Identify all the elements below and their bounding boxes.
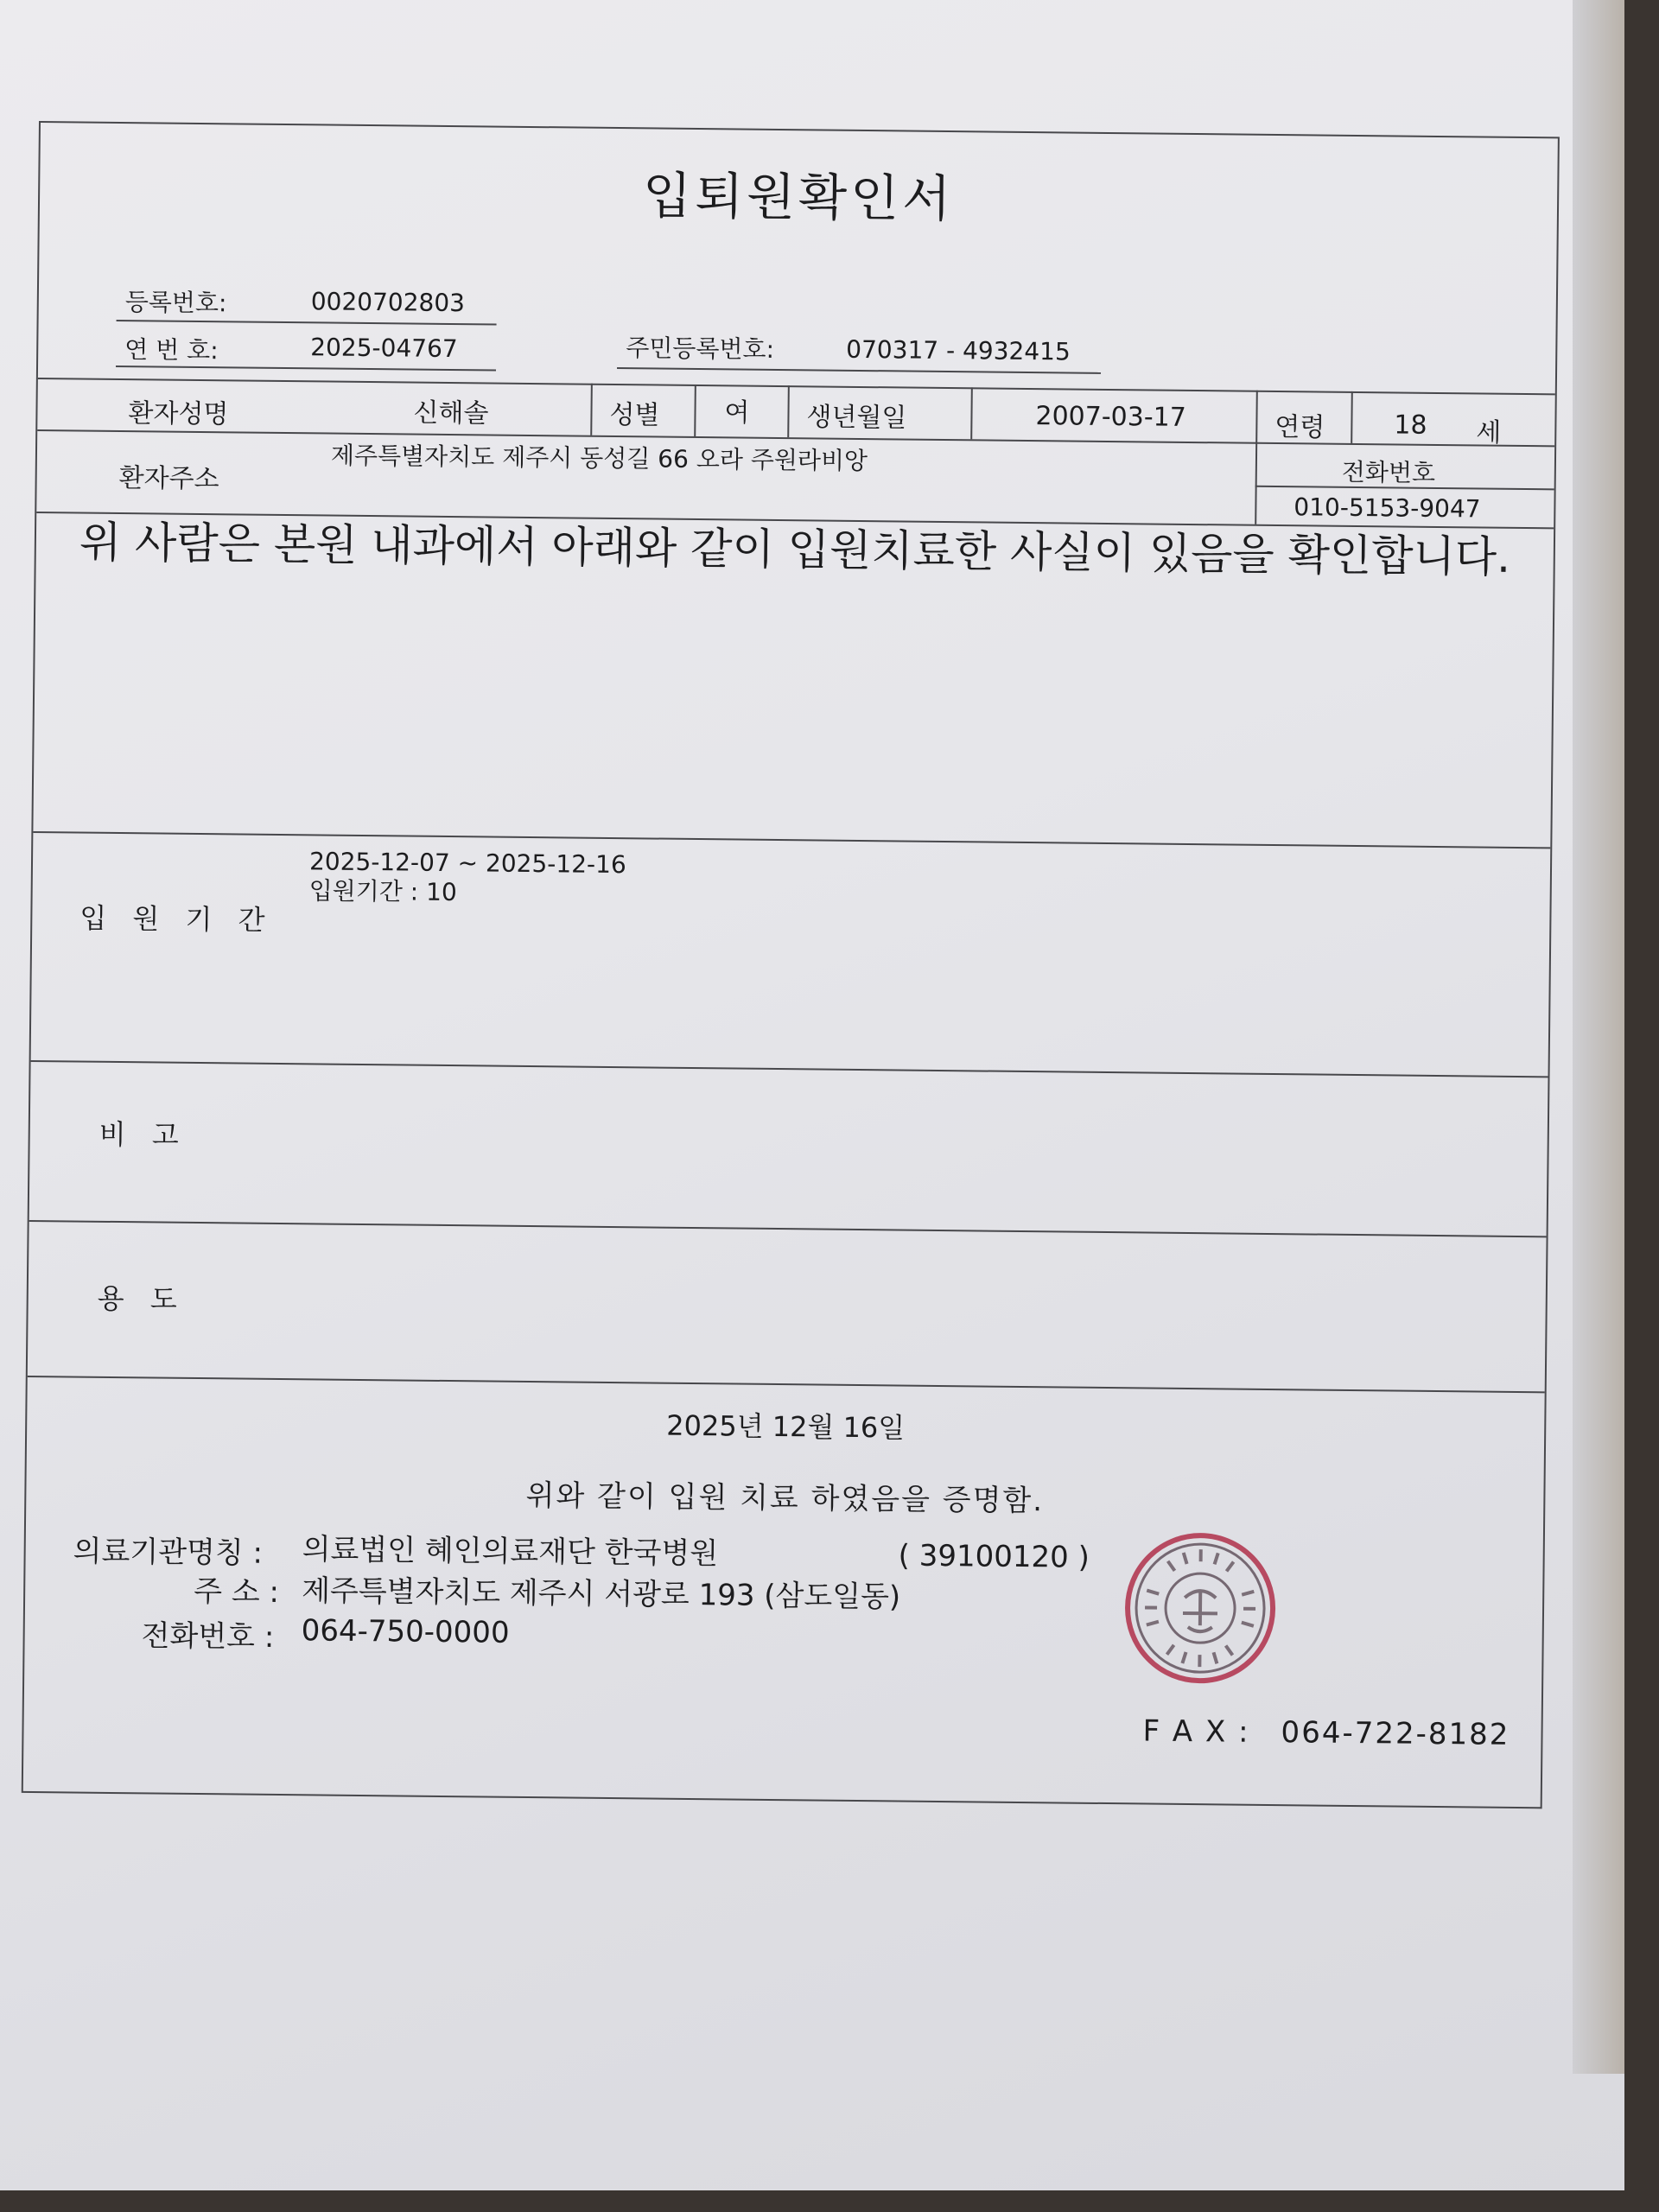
cell-divider — [970, 387, 973, 439]
row-line — [33, 831, 1550, 849]
row-line — [29, 1220, 1547, 1237]
address-value: 제주특별자치도 제주시 동성길 66 오라 주원라비앙 — [330, 441, 868, 476]
registration-underline — [117, 320, 497, 326]
admission-period: 2025-12-07 ~ 2025-12-16 — [308, 847, 626, 880]
remarks-label: 비 고 — [99, 1117, 188, 1152]
institution-name: 의료법인 혜인의료재단 한국병원 — [302, 1532, 719, 1572]
inst-phone: 064-750-0000 — [301, 1613, 510, 1650]
sex-value: 여 — [724, 397, 750, 429]
sex-label: 성별 — [609, 399, 660, 431]
cell-divider — [590, 384, 593, 435]
address-label: 환자주소 — [118, 462, 219, 495]
row-line — [31, 1060, 1548, 1077]
row-line — [38, 378, 1555, 395]
row-line — [28, 1376, 1545, 1393]
statement-text: 위 사람은 본원 내과에서 아래와 같이 입원치료한 사실이 있음을 확인합니다. — [79, 517, 1511, 582]
inst-phone-label: 전화번호 : — [141, 1618, 275, 1655]
phone-divider — [1255, 486, 1554, 491]
admission-label: 입 원 기 간 — [79, 901, 274, 937]
registration-number: 0020702803 — [310, 287, 466, 318]
birth-date: 2007-03-17 — [1035, 401, 1187, 433]
official-seal-icon — [1122, 1529, 1279, 1687]
cell-divider — [694, 385, 696, 436]
phone-value: 010-5153-9047 — [1294, 493, 1481, 524]
fax-number: 064-722-8182 — [1281, 1715, 1510, 1752]
cell-divider — [1351, 391, 1353, 443]
document-title: 입퇴원확인서 — [642, 166, 955, 229]
certificate-form — [22, 121, 1560, 1808]
inst-address: 제주특별자치도 제주시 서광로 193 (삼도일동) — [301, 1573, 901, 1615]
cell-divider — [787, 385, 790, 437]
admission-days: 입원기간 : 10 — [308, 876, 457, 907]
patient-name-label: 환자성명 — [128, 398, 229, 430]
paper-edge — [1573, 0, 1624, 2074]
age-unit: 세 — [1476, 417, 1502, 448]
registration-label: 등록번호: — [124, 288, 227, 318]
cell-divider — [1255, 391, 1258, 524]
birth-label: 생년월일 — [806, 402, 907, 434]
institution-code: ( 39100120 ) — [898, 1538, 1090, 1575]
issue-date: 2025년 12월 16일 — [666, 1408, 906, 1445]
resident-number: 070317 - 4932415 — [846, 334, 1071, 366]
fax-label: F A X : — [1142, 1713, 1250, 1750]
certification-text: 위와 같이 입원 치료 하였음을 증명함. — [525, 1478, 1045, 1519]
serial-label: 연 번 호: — [124, 335, 219, 365]
patient-name: 신해솔 — [413, 397, 489, 429]
age-value: 18 — [1394, 410, 1427, 441]
inst-address-label: 주 소 : — [193, 1573, 280, 1611]
age-label: 연령 — [1274, 411, 1325, 443]
admission-period-block — [309, 847, 626, 909]
resident-underline — [617, 367, 1101, 374]
phone-label: 전화번호 — [1341, 457, 1436, 487]
serial-underline — [116, 365, 496, 372]
purpose-label: 용 도 — [97, 1281, 186, 1316]
serial-number: 2025-04767 — [310, 333, 458, 364]
institution-label: 의료기관명칭 : — [73, 1534, 264, 1571]
resident-label: 주민등록번호: — [626, 334, 775, 364]
